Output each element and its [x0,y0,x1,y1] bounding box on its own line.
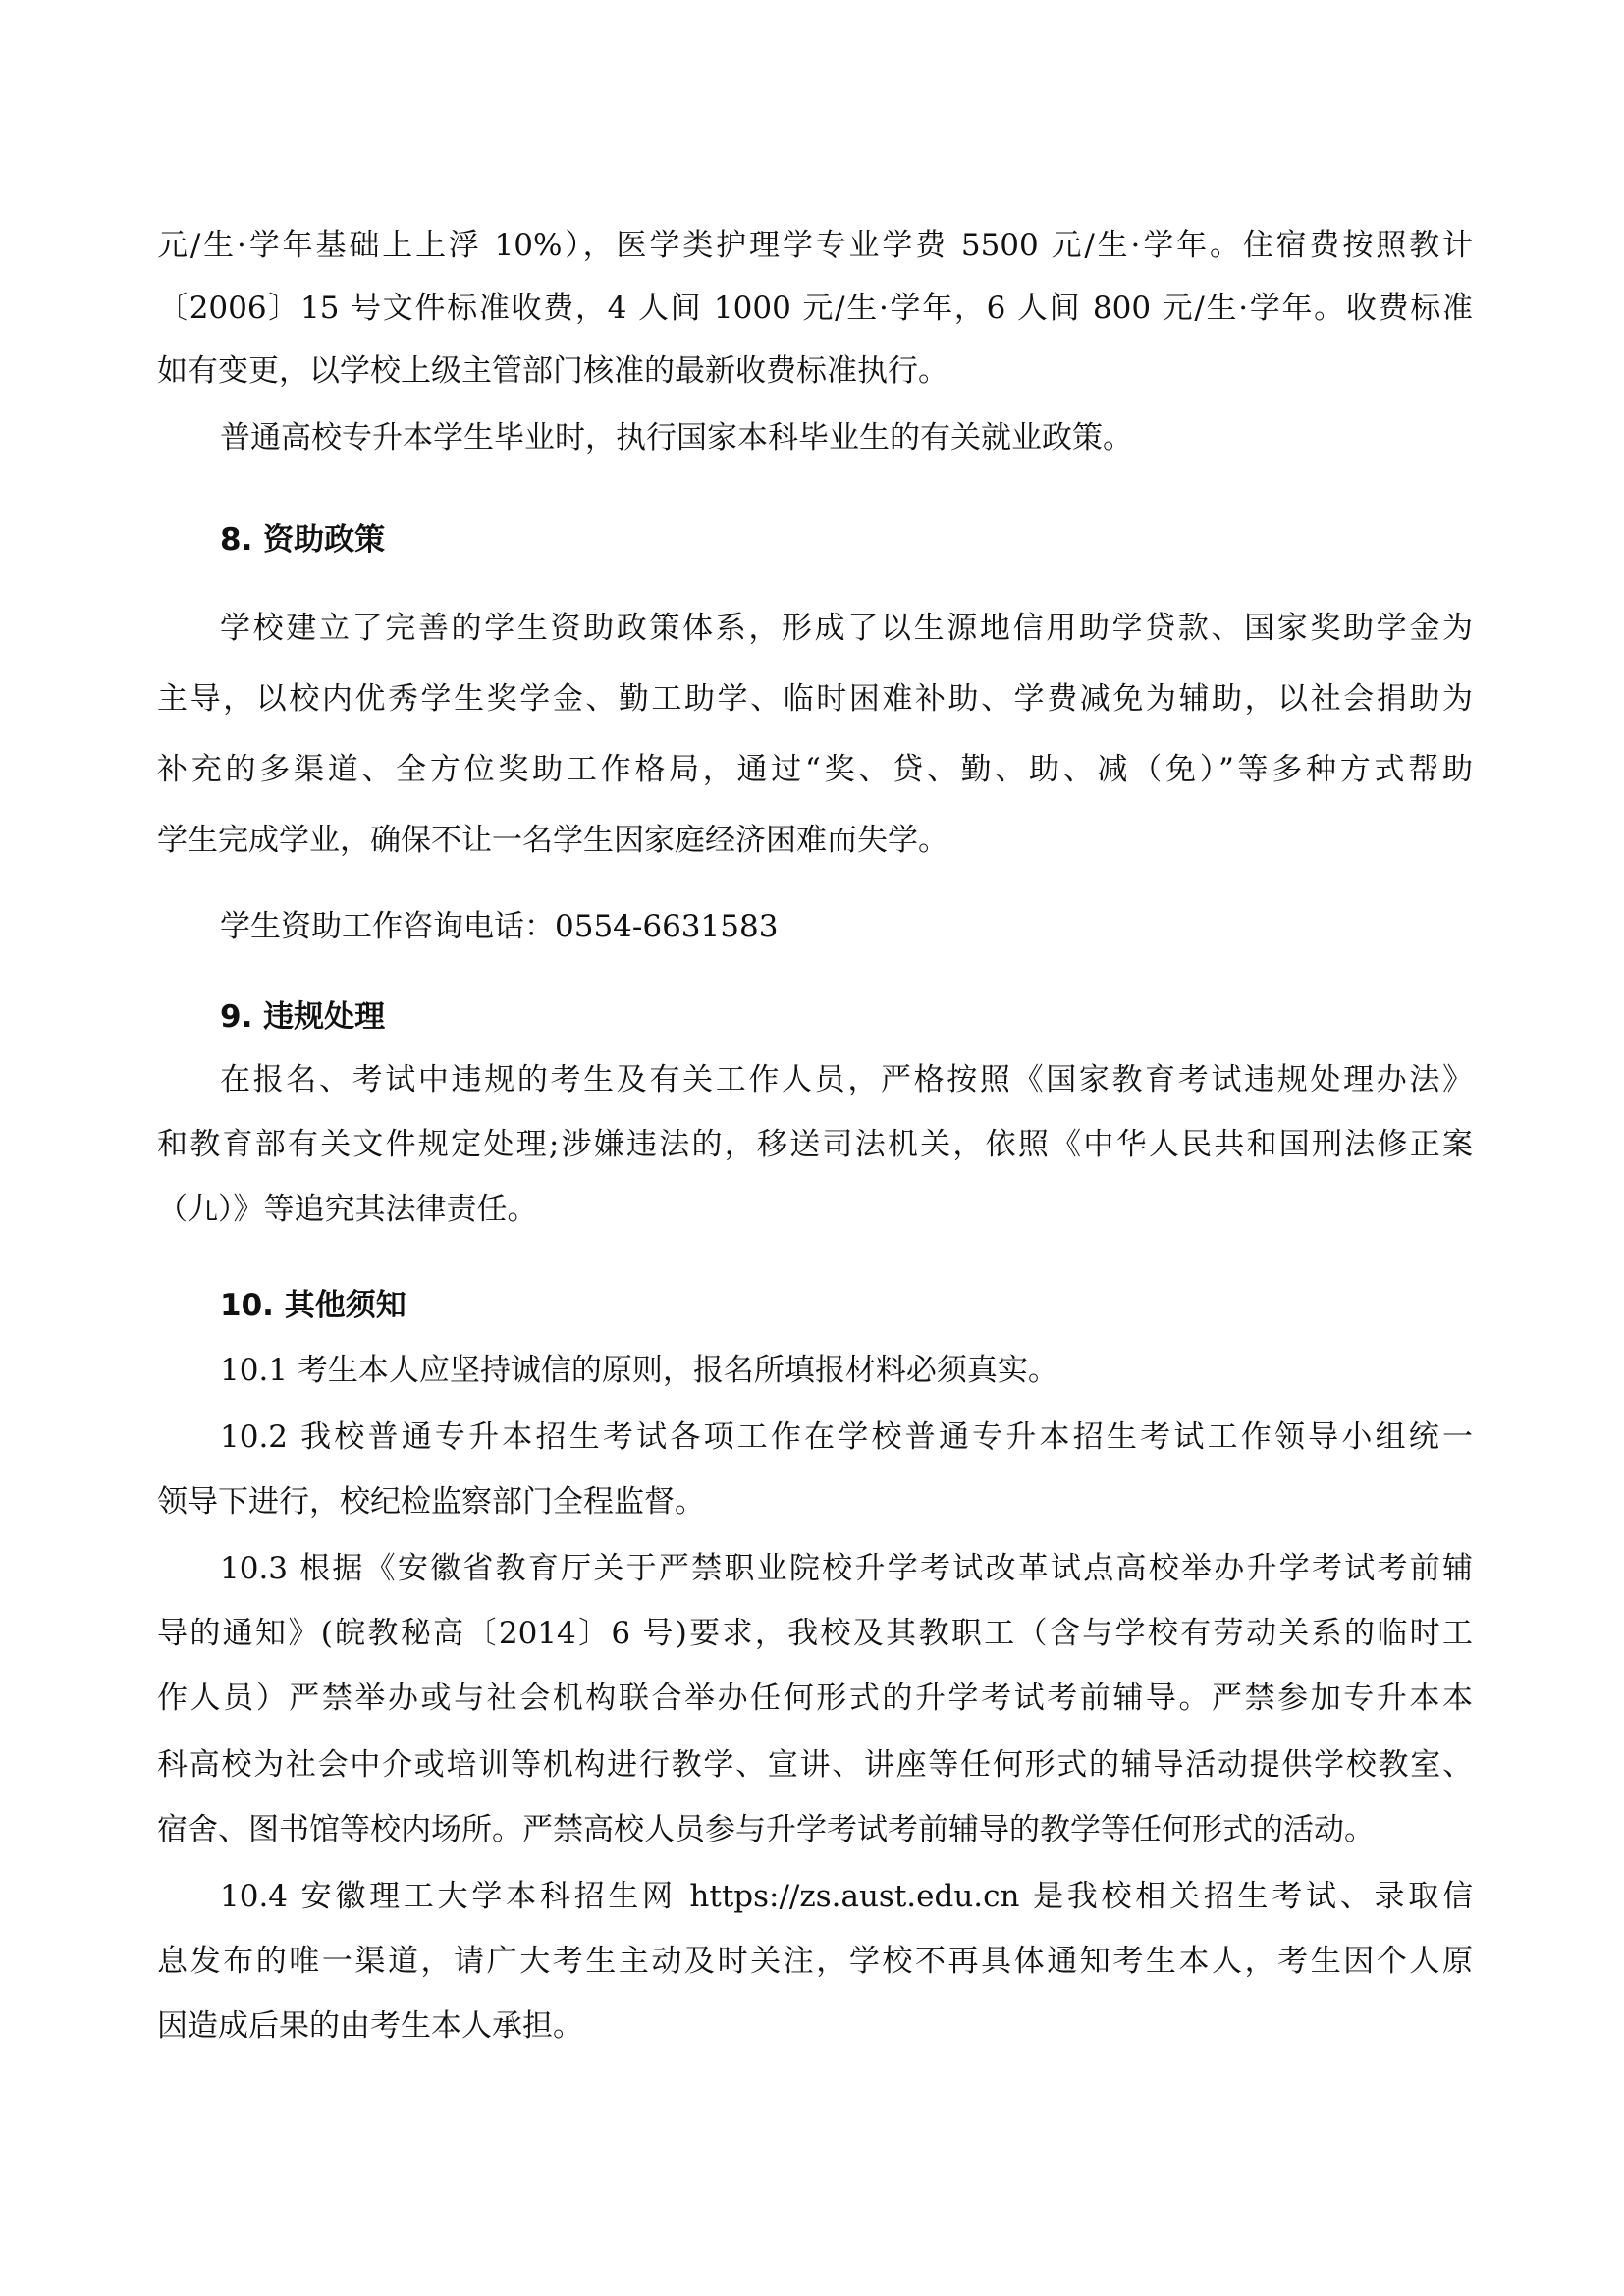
fees-line-1: 元/生·学年基础上上浮 10%），医学类护理学专业学费 5500 元/生·学年。住宿费按照教计 [157,228,1473,263]
funding-phone: 学生资助工作咨询电话：0554-6631583 [220,909,779,944]
note-10-3-line-2: 导的通知》(皖教秘高〔2014〕6 号)要求，我校及其教职工（含与学校有劳动关系的临时工 [157,1616,1473,1651]
fees-line-2: 〔2006〕15 号文件标准收费，4 人间 1000 元/生·学年，6 人间 800 元/生·学年。收费标准 [157,291,1473,326]
note-10-3-line-4: 科高校为社会中介或培训等机构进行教学、宣讲、讲座等任何形式的辅导活动提供学校教室、 [157,1747,1473,1783]
note-10-2-line-2: 领导下进行，校纪检监察部门全程监督。 [157,1484,705,1520]
section-heading-10: 10. 其他须知 [220,1288,406,1323]
violations-line-2: 和教育部有关文件规定处理;涉嫌违法的，移送司法机关，依照《中华人民共和国刑法修正案 [157,1127,1473,1162]
note-10-4-line-1: 10.4 安徽理工大学本科招生网 https://zs.aust.edu.cn 是我校相关招生考试、录取信 [220,1879,1473,1914]
note-10-3-line-5: 宿舍、图书馆等校内场所。严禁高校人员参与升学考试考前辅导的教学等任何形式的活动。 [157,1812,1375,1847]
note-10-3-line-3: 作人员）严禁举办或与社会机构联合举办任何形式的升学考试考前辅导。严禁参加专升本本 [157,1681,1473,1716]
section-heading-8: 8. 资助政策 [220,522,386,558]
funding-line-1: 学校建立了完善的学生资助政策体系，形成了以生源地信用助学贷款、国家奖助学金为 [220,611,1473,646]
employment-paragraph: 普通高校专升本学生毕业时，执行国家本科毕业生的有关就业政策。 [220,420,1133,455]
note-10-4-line-2: 息发布的唯一渠道，请广大考生主动及时关注，学校不再具体通知考生本人，考生因个人原 [157,1944,1473,1979]
violations-line-1: 在报名、考试中违规的考生及有关工作人员，严格按照《国家教育考试违规处理办法》 [220,1062,1473,1097]
note-10-4-line-3: 因造成后果的由考生本人承担。 [157,2008,583,2044]
note-10-1: 10.1 考生本人应坚持诚信的原则，报名所填报材料必须真实。 [220,1353,1058,1388]
note-10-3-line-1: 10.3 根据《安徽省教育厅关于严禁职业院校升学考试改革试点高校举办升学考试考前辅 [220,1551,1473,1586]
funding-line-4: 学生完成学业，确保不让一名学生因家庭经济困难而失学。 [157,823,948,858]
section-heading-9: 9. 违规处理 [220,999,386,1035]
fees-line-3: 如有变更，以学校上级主管部门核准的最新收费标准执行。 [157,353,948,389]
note-10-2-line-1: 10.2 我校普通专升本招生考试各项工作在学校普通专升本招生考试工作领导小组统一 [220,1419,1473,1455]
violations-line-3: （九）》等追究其法律责任。 [157,1192,538,1227]
funding-line-3: 补充的多渠道、全方位奖助工作格局，通过“奖、贷、勤、助、减（免）”等多种方式帮助 [157,752,1473,787]
funding-line-2: 主导，以校内优秀学生奖学金、勤工助学、临时困难补助、学费减免为辅助，以社会捐助为 [157,681,1473,717]
